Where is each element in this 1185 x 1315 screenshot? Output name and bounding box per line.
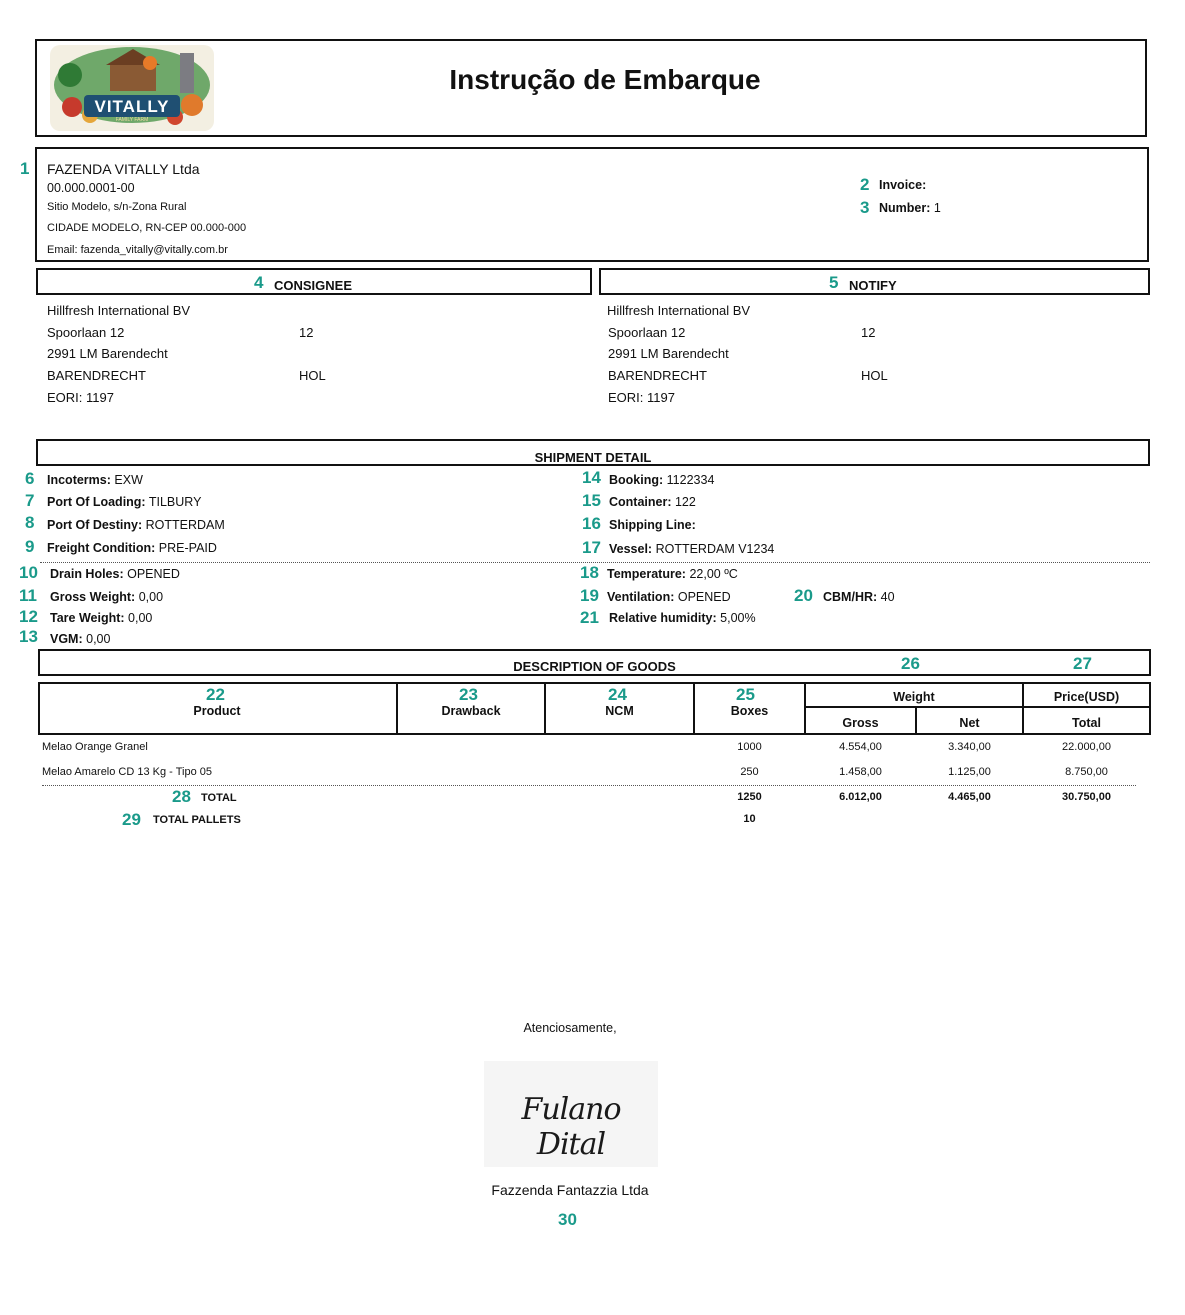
notify-country: HOL [861,368,888,383]
closing-text: Atenciosamente, [523,1021,617,1035]
marker-13: 13 [19,627,38,646]
consignee-street-no: 12 [299,325,314,340]
cbm-field [823,590,895,604]
total-boxes: 1250 [737,791,762,803]
pod-value: ROTTERDAM [145,518,225,532]
gross-weight-label: Gross Weight: [50,590,136,604]
freight-condition-field [47,541,217,555]
incoterms-value: EXW [114,473,143,487]
col-header-weight: Weight [893,690,935,704]
row-gross: 1.458,00 [839,766,882,778]
marker-1: 1 [20,159,30,178]
shipment-title: SHIPMENT DETAIL [534,450,652,465]
notify-eori: EORI: 1197 [608,390,675,405]
company-name: Fazzenda Fantazzia Ltda [491,1182,649,1198]
pallets-label: TOTAL PALLETS [153,814,241,826]
marker-5: 5 [829,273,839,292]
drain-label: Drain Holes: [50,567,124,581]
consignee-zip-city: 2991 LM Barendecht [47,346,168,361]
gross-weight-field [50,590,163,604]
signature: Fulano Dital [521,1092,621,1162]
marker-2: 2 [860,175,870,194]
notify-street-no: 12 [861,325,876,340]
incoterms-label: Incoterms: [47,473,111,487]
container-field [609,495,696,509]
row-total: 8.750,00 [1065,766,1108,778]
logo-subtext: FAMILY FARM [115,117,149,123]
temperature-value: 22,00 ºC [689,567,738,581]
total-gross: 6.012,00 [839,791,882,803]
ventilation-field [607,590,731,604]
container-value: 122 [674,495,696,509]
marker-17: 17 [582,538,601,557]
tare-weight-value: 0,00 [128,611,153,625]
marker-15: 15 [582,491,601,510]
marker-12: 12 [19,607,38,626]
col-header-ncm: NCM [605,704,634,718]
page-title: Instrução de Embarque [449,64,761,95]
row-divider [804,706,1151,708]
vgm-field [50,632,110,646]
row-boxes: 1000 [737,741,762,753]
shipping-line-label: Shipping Line: [609,518,696,532]
vessel-field [609,542,774,556]
consignee-name: Hillfresh International BV [47,303,191,318]
port-of-loading-field [47,495,201,509]
marker-6: 6 [25,469,35,488]
marker-8: 8 [25,513,35,532]
col-header-drawback: Drawback [441,704,501,718]
consignee-country: HOL [299,368,326,383]
marker-16: 16 [582,514,601,533]
vessel-label: Vessel: [609,542,653,556]
marker-28: 28 [172,787,191,806]
cbm-value: 40 [880,590,895,604]
marker-26: 26 [901,654,920,673]
row-gross: 4.554,00 [839,741,882,753]
shipper-id: 00.000.0001-00 [47,181,135,195]
cbm-label: CBM/HR: [823,590,878,604]
humidity-field [609,611,756,625]
row-net: 3.340,00 [948,741,991,753]
ventilation-label: Ventilation: [607,590,675,604]
marker-11: 11 [19,586,37,605]
total-net: 4.465,00 [948,791,991,803]
booking-field [609,473,714,487]
marker-18: 18 [580,563,599,582]
temperature-label: Temperature: [607,567,686,581]
row-total: 22.000,00 [1062,741,1111,753]
marker-3: 3 [860,198,870,217]
invoice-label: Invoice: [879,178,927,192]
marker-10: 10 [19,563,38,582]
vgm-value: 0,00 [86,632,111,646]
drain-holes-field [50,567,180,581]
marker-7: 7 [25,491,35,510]
logo-text: VITALLY [94,97,170,116]
marker-14: 14 [582,468,601,487]
pallets-value: 10 [743,813,756,825]
temperature-field [607,567,738,581]
number-label: Number: [879,201,931,215]
consignee-eori: EORI: 1197 [47,390,114,405]
booking-label: Booking: [609,473,664,487]
consignee-city: BARENDRECHT [47,368,146,383]
marker-29: 29 [122,810,141,829]
shipper-name: FAZENDA VITALLY Ltda [47,161,200,177]
tare-weight-field [50,611,152,625]
col-header-boxes: Boxes [730,704,769,718]
goods-title: DESCRIPTION OF GOODS [513,659,676,674]
col-header-price: Price(USD) [1053,690,1120,704]
shipping-line-field [609,518,696,532]
consignee-title: CONSIGNEE [274,278,353,293]
pol-value: TILBURY [148,495,202,509]
ventilation-value: OPENED [677,590,731,604]
port-of-destiny-field [47,518,225,532]
notify-city: BARENDRECHT [608,368,707,383]
shipper-email: Email: fazenda_vitally@vitally.com.br [47,244,228,256]
row-boxes: 250 [740,766,759,778]
gross-weight-value: 0,00 [138,590,164,604]
notify-name: Hillfresh International BV [607,303,751,318]
freight-label: Freight Condition: [47,541,156,555]
row-product: Melao Amarelo CD 13 Kg - Tipo 05 [42,766,212,778]
drain-value: OPENED [127,567,180,581]
pol-label: Port Of Loading: [47,495,146,509]
marker-27: 27 [1073,654,1092,673]
shipper-address: Sitio Modelo, s/n-Zona Rural [47,201,187,213]
marker-24: 24 [608,685,627,704]
freight-value: PRE-PAID [158,541,217,555]
marker-19: 19 [580,586,599,605]
consignee-street: Spoorlaan 12 [47,325,125,340]
vgm-label: VGM: [50,632,83,646]
container-label: Container: [609,495,672,509]
total-price: 30.750,00 [1062,791,1111,803]
vessel-value: ROTTERDAM V1234 [655,542,775,556]
tare-weight-label: Tare Weight: [50,611,125,625]
marker-30: 30 [558,1210,577,1229]
humidity-value: 5,00% [720,611,756,625]
booking-value: 1122334 [666,473,715,487]
incoterms-field [47,473,143,487]
marker-9: 9 [25,537,35,556]
marker-4: 4 [254,273,264,292]
col-header-gross: Gross [842,716,879,730]
marker-22: 22 [206,685,225,704]
col-header-net: Net [959,716,980,730]
notify-zip-city: 2991 LM Barendecht [608,346,729,361]
number-value: 1 [933,201,941,215]
total-label: TOTAL [201,792,237,804]
company-logo [50,45,214,131]
marker-20: 20 [794,586,813,605]
totals-divider [42,785,1136,786]
row-net: 1.125,00 [948,766,991,778]
shipper-city: CIDADE MODELO, RN-CEP 00.000-000 [47,222,247,234]
notify-title: NOTIFY [849,278,897,293]
invoice-field [879,178,926,192]
col-header-product: Product [193,704,241,718]
notify-street: Spoorlaan 12 [608,325,686,340]
col-header-total: Total [1072,716,1101,730]
marker-23: 23 [459,685,478,704]
number-field [879,201,941,215]
pod-label: Port Of Destiny: [47,518,143,532]
marker-25: 25 [736,685,755,704]
humidity-label: Relative humidity: [609,611,717,625]
marker-21: 21 [580,608,599,627]
row-product: Melao Orange Granel [42,741,148,753]
